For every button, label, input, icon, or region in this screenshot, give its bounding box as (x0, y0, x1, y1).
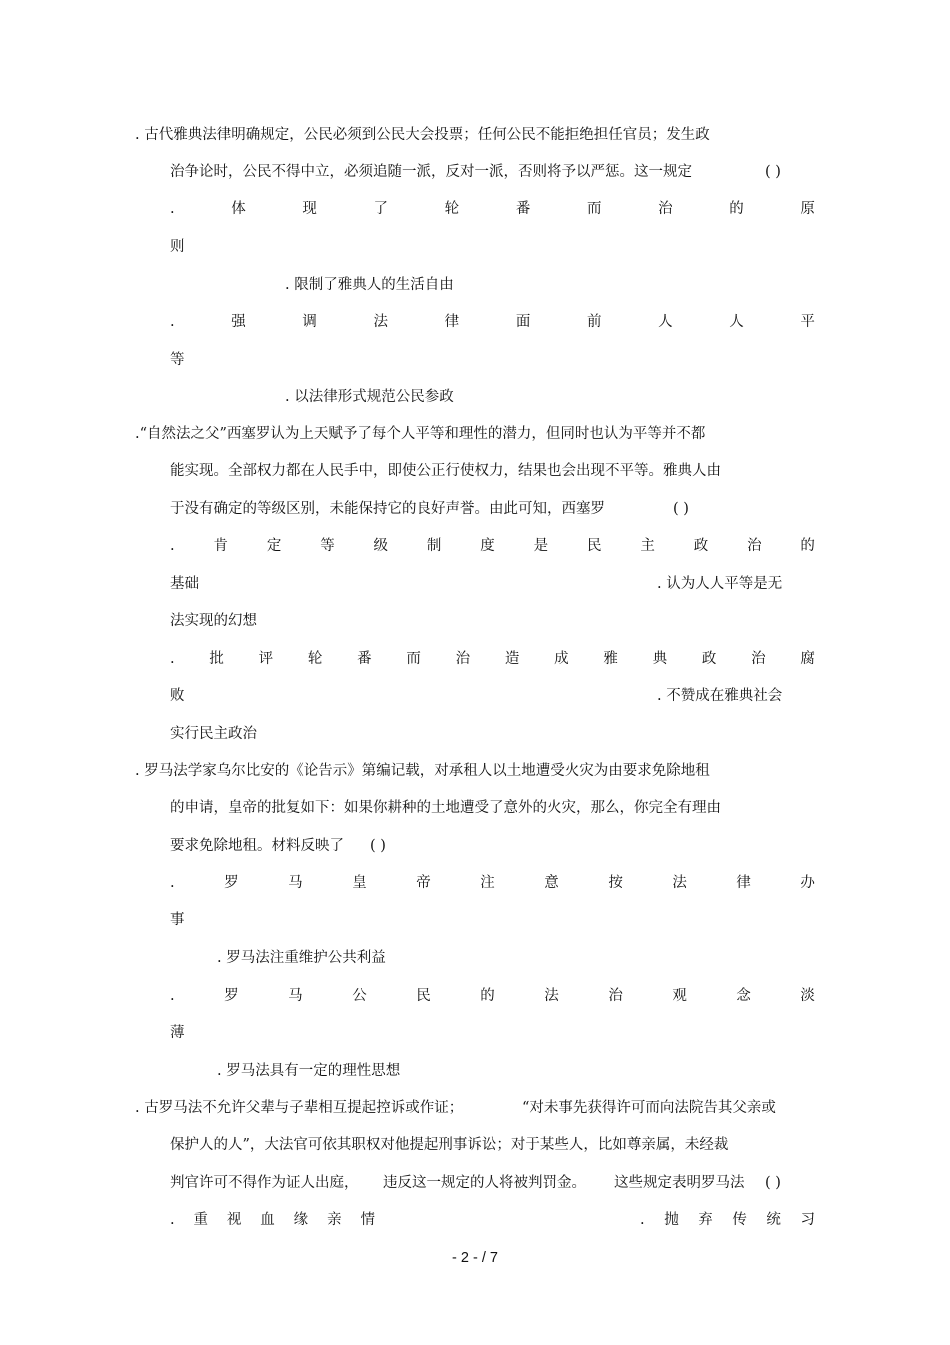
option-char: 前 (586, 314, 602, 330)
option-char: 民 (586, 538, 602, 554)
q3-option-a-wrap: 事 (170, 912, 185, 928)
q3-stem-line-1: . 罗马法学家乌尔比安的《论告示》第编记载，对承租人以土地遭受火灾为由要求免除地租 (135, 763, 710, 779)
option-char: 法 (373, 314, 389, 330)
q4-stem-line-1a: . 古罗马法不允许父辈与子辈相互提起控诉或作证； (135, 1100, 464, 1116)
option-char: 帝 (416, 875, 431, 891)
q2-option-c-wrap: 败 (170, 688, 185, 704)
option-char: 强 (231, 314, 246, 330)
option-char: 治 (608, 988, 623, 1004)
option-char: 面 (515, 314, 531, 330)
option-char: 抛 (664, 1212, 679, 1228)
option-char: . (170, 651, 175, 667)
option-char: 了 (373, 201, 389, 217)
q3-option-c (170, 986, 815, 1006)
q3-option-d: . 罗马法具有一定的理性思想 (217, 1063, 401, 1079)
q3-stem-line-3: 要求免除地租。材料反映了 (170, 838, 344, 854)
option-char: 淡 (800, 988, 815, 1004)
option-char: 主 (640, 538, 655, 554)
q4-stem-line-2: 保护人的人”，大法官可依其职权对他提起刑事诉讼；对于某些人，比如尊亲属，未经裁 (170, 1137, 729, 1153)
option-char: 人 (658, 314, 673, 330)
option-char: 政 (693, 538, 709, 554)
option-char: 番 (357, 651, 372, 667)
option-char: 罗 (224, 988, 239, 1004)
q2-answer-paren: ( ) (673, 501, 689, 517)
option-char: 的 (480, 988, 495, 1004)
option-char: 级 (373, 538, 389, 554)
q4-stem-line-1b: “对未事先获得许可而向法院告其父亲或 (522, 1100, 776, 1116)
q1-option-d: . 以法律形式规范公民参政 (285, 389, 454, 405)
q2-option-b: . 认为人人平等是无 (657, 576, 783, 592)
option-char: 弃 (698, 1212, 713, 1228)
option-char: 律 (736, 875, 751, 891)
option-char: 轮 (444, 201, 460, 217)
q2-option-d: . 不赞成在雅典社会 (657, 688, 783, 704)
option-char: 按 (608, 875, 623, 891)
q1-option-c-wrap: 等 (170, 352, 185, 368)
option-char: . (170, 875, 175, 891)
option-char: 罗 (224, 875, 239, 891)
q2-stem-line-2: 能实现。全部权力都在人民手中，即使公正行使权力，结果也会出现不平等。雅典人由 (170, 463, 721, 479)
option-char: . (170, 538, 175, 554)
option-char: 度 (480, 538, 495, 554)
q2-option-c (170, 649, 815, 669)
option-char: 是 (533, 538, 549, 554)
option-char: 观 (672, 988, 687, 1004)
q3-option-c-wrap: 薄 (170, 1025, 185, 1041)
option-char: 人 (729, 314, 744, 330)
option-char: . (170, 314, 175, 330)
option-char: 律 (444, 314, 460, 330)
q4-option-b (640, 1210, 815, 1230)
option-char: 体 (231, 201, 246, 217)
q2-option-a (170, 536, 815, 556)
option-char: 治 (658, 201, 673, 217)
q2-option-b-wrap: 法实现的幻想 (170, 613, 257, 629)
option-char: . (170, 1212, 175, 1228)
option-char: 办 (800, 875, 815, 891)
option-char: 法 (672, 875, 687, 891)
option-char: 皇 (352, 875, 367, 891)
option-char: 而 (406, 651, 421, 667)
q4-option-a (170, 1210, 375, 1230)
q2-stem-line-1: .“自然法之父”西塞罗认为上天赋予了每个人平等和理性的潜力，但同时也认为平等并不都 (135, 426, 706, 442)
q1-option-a-wrap: 则 (170, 239, 185, 255)
option-char: 轮 (307, 651, 323, 667)
q2-option-d-wrap: 实行民主政治 (170, 726, 257, 742)
option-char: 调 (302, 314, 317, 330)
q1-option-b: . 限制了雅典人的生活自由 (285, 277, 454, 293)
option-char: 定 (266, 538, 282, 554)
option-char: 成 (554, 651, 569, 667)
option-char: 公 (352, 988, 367, 1004)
option-char: 腐 (800, 651, 815, 667)
option-char: 注 (480, 875, 495, 891)
q3-stem-line-2: 的申请，皇帝的批复如下：如果你耕种的土地遭受了意外的火灾，那么，你完全有理由 (170, 800, 721, 816)
option-char: 情 (360, 1212, 375, 1228)
q1-answer-paren: ( ) (765, 164, 781, 180)
option-char: 造 (504, 651, 520, 667)
option-char: 的 (729, 201, 744, 217)
option-char: 平 (800, 314, 815, 330)
option-char: 缘 (293, 1212, 309, 1228)
q3-option-a (170, 873, 815, 893)
q3-option-b: . 罗马法注重维护公共利益 (217, 950, 386, 966)
option-char: 法 (544, 988, 559, 1004)
q1-stem-line-2: 治争论时，公民不得中立，必须追随一派，反对一派，否则将予以严惩。这一规定 (170, 164, 692, 180)
q2-option-a-wrap: 基础 (170, 576, 199, 592)
option-char: 番 (515, 201, 531, 217)
page-number: - 2 - / 7 (452, 1250, 498, 1266)
option-char: 血 (260, 1212, 275, 1228)
option-char: 的 (800, 538, 815, 554)
option-char: 批 (209, 651, 224, 667)
q1-option-c (170, 312, 815, 332)
option-char: 而 (586, 201, 602, 217)
option-char: 原 (800, 201, 815, 217)
q4-stem-line-3a: 判官许可不得作为证人出庭， (170, 1175, 359, 1191)
option-char: 视 (226, 1212, 242, 1228)
option-char: 马 (288, 988, 303, 1004)
option-char: 现 (302, 201, 317, 217)
q4-answer-paren: ( ) (765, 1175, 781, 1191)
option-char: 民 (416, 988, 431, 1004)
q1-stem-line-1: . 古代雅典法律明确规定，公民必须到公民大会投票；任何公民不能拒绝担任官员；发生政 (135, 127, 710, 143)
option-char: 传 (732, 1212, 747, 1228)
q2-stem-line-3: 于没有确定的等级区别，未能保持它的良好声誉。由此可知，西塞罗 (170, 501, 605, 517)
option-char: 制 (426, 538, 442, 554)
option-char: 雅 (603, 651, 618, 667)
option-char: 典 (652, 651, 668, 667)
option-char: 肯 (213, 538, 228, 554)
option-char: . (170, 988, 175, 1004)
option-char: 重 (193, 1212, 208, 1228)
q4-stem-line-3b: 违反这一规定的人将被判罚金。 (383, 1175, 586, 1191)
q3-answer-paren: ( ) (370, 838, 386, 854)
option-char: 治 (747, 538, 762, 554)
q4-stem-line-3c: 这些规定表明罗马法 (614, 1175, 745, 1191)
option-char: 念 (736, 988, 751, 1004)
option-char: 政 (701, 651, 717, 667)
option-char: 马 (288, 875, 303, 891)
option-char: 习 (800, 1212, 815, 1228)
option-char: 亲 (327, 1212, 342, 1228)
option-char: 评 (258, 651, 274, 667)
option-char: . (640, 1212, 645, 1228)
option-char: 治 (751, 651, 766, 667)
option-char: . (170, 201, 175, 217)
option-char: 等 (320, 538, 335, 554)
option-char: 治 (455, 651, 471, 667)
option-char: 统 (766, 1212, 781, 1228)
option-char: 意 (544, 875, 559, 891)
q1-option-a (170, 199, 815, 219)
